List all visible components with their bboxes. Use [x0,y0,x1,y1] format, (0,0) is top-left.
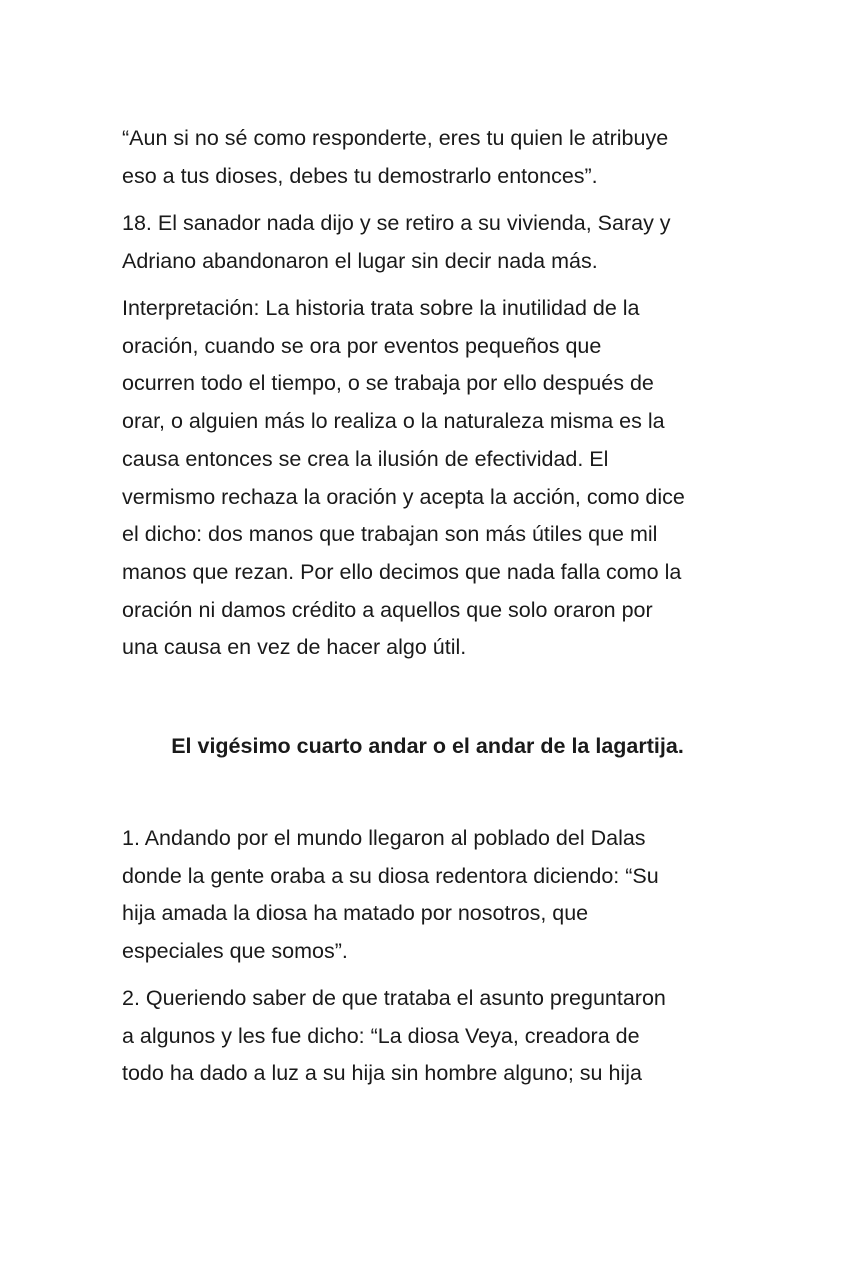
text-line: especiales que somos”. [122,939,348,964]
text-line: a algunos y les fue dicho: “La diosa Veya, creadora de [122,1023,640,1048]
paragraph-verse-1 [122,820,734,971]
text-line: manos que rezan. Por ello decimos que nada falla como la [122,559,682,584]
text-line: vermismo rechaza la oración y acepta la acción, como dice [122,484,685,509]
text-line: Adriano abandonaron el lugar sin decir nada más. [122,248,598,273]
text-line: eso a tus dioses, debes tu demostrarlo entonces”. [122,163,598,188]
text-line: oración, cuando se ora por eventos pequeños que [122,333,602,358]
text-line: oración ni damos crédito a aquellos que solo oraron por [122,597,653,622]
text-line: Interpretación: La historia trata sobre la inutilidad de la [122,296,640,320]
paragraph-verse-18 [122,205,734,280]
text-line: causa entonces se crea la ilusión de efectividad. El [122,446,609,471]
text-line: “Aun si no sé como responderte, eres tu quien le atribuye [122,126,669,150]
text-line: el dicho: dos manos que trabajan son más útiles que mil [122,522,658,547]
text-line: hija amada la diosa ha matado por nosotros, que [122,901,589,926]
text-line: 1. Andando por el mundo llegaron al poblado del Dalas [122,826,646,850]
paragraph-interpretation [122,290,734,667]
text-line: una causa en vez de hacer algo útil. [122,635,467,660]
paragraph-verse-2 [122,980,734,1093]
section-heading: El vigésimo cuarto andar o el andar de la lagartija. [171,734,684,758]
text-line: orar, o alguien más lo realiza o la naturaleza misma es la [122,409,665,434]
text-line: todo ha dado a luz a su hija sin hombre alguno; su hija [122,1061,642,1086]
text-line: 2. Queriendo saber de que trataba el asunto preguntaron [122,986,666,1010]
text-line: donde la gente oraba a su diosa redentora diciendo: “Su [122,863,659,888]
paragraph-quote-closing [122,120,734,195]
text-line: ocurren todo el tiempo, o se trabaja por ello después de [122,371,654,396]
text-line: 18. El sanador nada dijo y se retiro a su vivienda, Saray y [122,211,671,235]
